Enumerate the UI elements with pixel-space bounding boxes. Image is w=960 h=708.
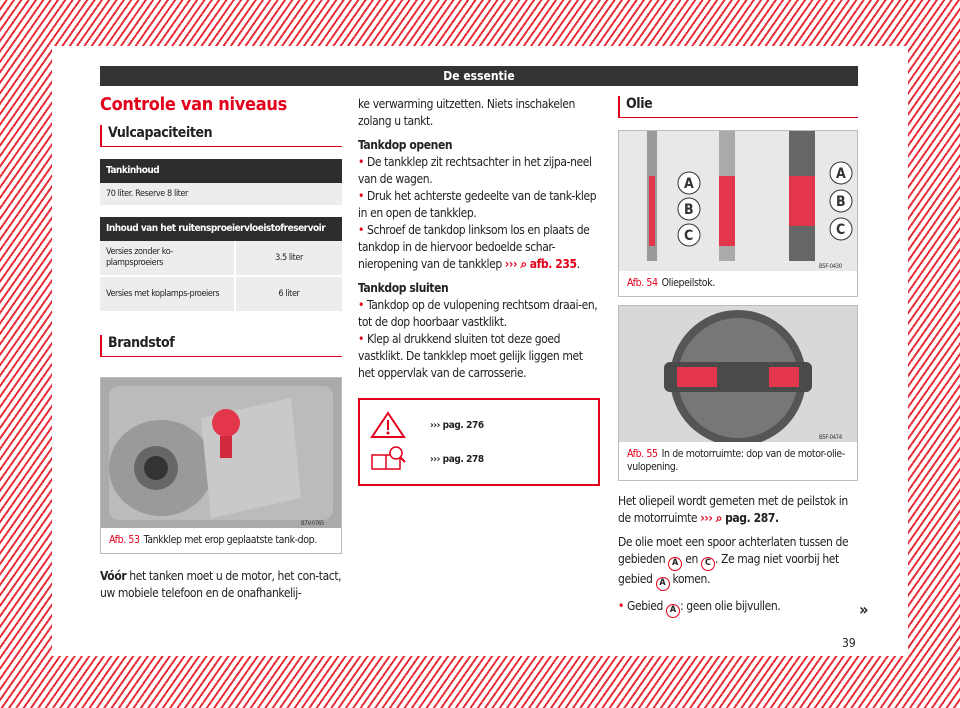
figure-link[interactable]: afb. 235 <box>529 257 577 271</box>
label-b: B <box>836 194 846 210</box>
figure-code: B7V-0765 <box>301 520 324 527</box>
page-link[interactable]: ››› pag. 278 <box>430 453 484 465</box>
page-title: Controle van niveaus <box>100 94 287 115</box>
page-header: De essentie <box>100 66 858 86</box>
figure-number: Afb. 53 <box>109 534 140 546</box>
continued-icon: » <box>859 600 868 619</box>
section-heading: Brandstof <box>100 335 342 357</box>
paragraph: Vóór het tanken moet u de motor, het con-tact, uw mobiele telefoon en de onafhankelij- <box>100 569 342 600</box>
page-number: 39 <box>842 636 856 650</box>
table-cell: Versies zonder ko-plampsproeiers <box>100 241 236 275</box>
warning-triangle-icon <box>370 411 406 439</box>
table-header: Inhoud van het ruitensproeiervloeistofreservoir <box>100 217 342 241</box>
figure <box>100 377 342 554</box>
list-item: • Tankdop op de vulopening rechtsom draai-en, tot de dop hoorbaar vastklikt. <box>358 298 598 329</box>
paragraph: ke verwarming uitzetten. Niets inschakelen zolang u tankt. <box>358 97 575 128</box>
dipstick-image <box>619 131 857 271</box>
figure-code: B5F-0430 <box>819 263 842 270</box>
table-cell: 70 liter. Reserve 8 liter <box>100 183 342 207</box>
warning-box <box>358 398 600 486</box>
table-cell: 3.5 liter <box>275 252 303 263</box>
left-column <box>100 96 342 609</box>
list-item: • Schroef de tankdop linksom los en plaats de tankdop in de hiervoor bedoelde schar-nieropening van de tankklep ››› ⌕ afb. 235. <box>358 223 590 271</box>
figure-caption: Tankklep met erop geplaatste tank-dop. <box>143 534 317 546</box>
subheading: Tankdop openen <box>358 138 453 152</box>
table-row <box>100 277 342 313</box>
page-link[interactable]: ››› pag. 276 <box>430 419 484 431</box>
paragraph: De olie moet een spoor achterlaten tussen de gebieden A en C . Ze mag niet voorbij het gebied A komen. <box>618 534 858 591</box>
section-heading: Olie <box>618 96 858 118</box>
fuel-flap-image <box>101 378 341 528</box>
table-cell: 6 liter <box>278 288 300 299</box>
label-c: C <box>836 222 845 238</box>
list-item: • De tankklep zit rechtsachter in het zijpa-neel van de wagen. <box>358 155 592 186</box>
figure <box>618 130 858 297</box>
book-magnifier-icon <box>370 445 406 473</box>
oil-cap-image <box>619 306 857 442</box>
list-item: • Gebied A : geen olie bijvullen. » <box>618 599 868 619</box>
label-c: C <box>684 228 693 244</box>
table-row <box>100 241 342 277</box>
label-b: B <box>684 202 694 218</box>
figure <box>618 305 858 481</box>
subheading: Tankdop sluiten <box>358 281 449 295</box>
paragraph: Het oliepeil wordt gemeten met de peilstok in de motorruimte ››› ⌕ pag. 287. <box>618 494 848 525</box>
list-item: • Klep al drukkend sluiten tot deze goed vastklikt. De tankklep moet gelijk liggen met het oppervlak van de carrosserie. <box>358 332 583 380</box>
page-link[interactable]: pag. 287. <box>725 511 779 525</box>
section-heading: Vulcapaciteiten <box>100 125 342 147</box>
label-a: A <box>836 166 846 182</box>
table-header: Tankinhoud <box>100 159 342 183</box>
figure-number: Afb. 54 <box>627 277 658 289</box>
figure-caption: In de motorruimte: dop van de motor-olie-vulopening. <box>627 448 845 473</box>
figure-code: B5F-0474 <box>819 434 842 441</box>
figure-caption: Oliepeilstok. <box>661 277 715 289</box>
right-column <box>618 96 868 619</box>
table-cell: Versies met koplamps-proeiers <box>100 277 236 311</box>
figure-number: Afb. 55 <box>627 448 658 460</box>
list-item: • Druk het achterste gedeelte van de tank-klep in en open de tankklep. <box>358 189 597 220</box>
middle-column <box>358 96 600 486</box>
label-a: A <box>684 176 694 192</box>
